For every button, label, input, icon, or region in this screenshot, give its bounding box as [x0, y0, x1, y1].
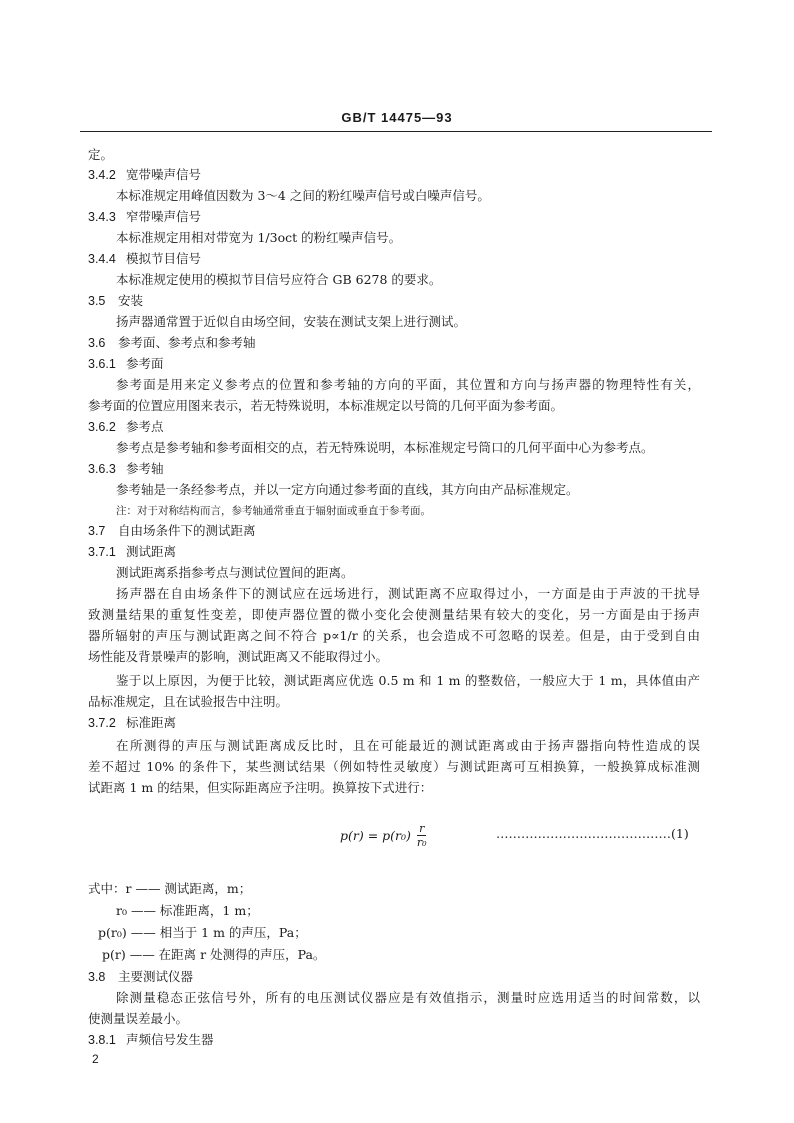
formula-fraction	[417, 822, 427, 849]
section-number: 3.6.3	[88, 462, 116, 476]
section-3-4-3-heading	[88, 208, 201, 226]
section-title: 主要测试仪器	[118, 969, 194, 984]
continued-text: 定。	[88, 147, 114, 162]
paragraph-line: 在所测得的声压与测试距离成反比时，且在可能最近的测试距离或由于扬声器指向特性造成的误	[116, 738, 700, 753]
section-number: 3.7.2	[88, 716, 116, 730]
section-3-7-2-heading	[88, 714, 176, 732]
note: 注：对于对称结构而言，参考轴通常垂直于辐射面或垂直于参考面。	[116, 505, 431, 517]
definition-line: 式中：r —— 测试距离，m；	[88, 881, 252, 896]
paragraph-line: 除测量稳态正弦信号外，所有的电压测试仪器应是有效值指示，测量时应选用适当的时间常数，以	[116, 990, 700, 1005]
section-3-6-3-heading	[88, 460, 164, 478]
section-title: 自由场条件下的测试距离	[118, 523, 256, 538]
section-title: 测试距离	[126, 544, 177, 559]
section-title: 参考面	[126, 356, 164, 371]
paragraph-line: 扬声器在自由场条件下的测试应在远场进行，测试距离不应取得过小，一方面是由于声波的干扰导	[116, 586, 700, 601]
section-title: 宽带噪声信号	[126, 167, 202, 182]
section-number: 3.6.1	[88, 357, 116, 371]
section-number: 3.4.3	[88, 210, 116, 224]
section-3-4-2-heading	[88, 166, 201, 184]
section-title: 模拟节目信号	[126, 251, 202, 266]
section-3-6-heading	[88, 334, 256, 352]
paragraph-line: 试距离 1 m 的结果，但实际距离应予注明。换算按下式进行：	[88, 780, 433, 795]
section-3-4-4-heading	[88, 250, 201, 268]
paragraph-line: 参考面是用来定义参考点的位置和参考轴的方向的平面，其位置和方向与扬声器的物理特性有关，	[116, 377, 700, 392]
section-title: 窄带噪声信号	[126, 209, 202, 224]
section-number: 3.8	[88, 970, 106, 984]
paragraph-line: 致测量结果的重复性变差，即使声器位置的微小变化会使测量结果有较大的变化，另一方面是由于扬声	[88, 607, 700, 622]
paragraph: 参考点是参考轴和参考面相交的点，若无特殊说明，本标准规定号筒口的几何平面中心为参考点。	[116, 440, 654, 455]
definition-line: p(r₀) —— 相当于 1 m 的声压，Pa；	[98, 925, 307, 940]
section-number: 3.5	[88, 294, 106, 308]
paragraph-line: 品标准规定，且在试验报告中注明。	[88, 694, 289, 709]
paragraph: 本标准规定用相对带宽为 1/3oct 的粉红噪声信号。	[116, 230, 402, 245]
paragraph-line: 差不超过 10% 的条件下，某些测试结果（例如特性灵敏度）与测试距离可互相换算，一般换算成标准测	[88, 759, 700, 774]
header-rule	[80, 131, 712, 132]
paragraph: 本标准规定用峰值因数为 3～4 之间的粉红噪声信号或白噪声信号。	[116, 188, 490, 203]
paragraph-line: 器所辐射的声压与测试距离之间不符合 p∝1/r 的关系，也会造成不可忽略的误差。但是，由于受到自由	[88, 628, 700, 643]
section-title: 声频信号发生器	[126, 1032, 214, 1047]
formula-lhs: p(r) = p(r₀)	[340, 828, 411, 843]
section-3-6-2-heading	[88, 418, 164, 436]
page-number: 2	[92, 1052, 99, 1066]
section-3-6-1-heading	[88, 355, 164, 373]
section-number: 3.6	[88, 336, 106, 350]
paragraph-line: 使测量误差最小。	[88, 1011, 189, 1026]
equation-number: ……………………………………(1)	[496, 826, 689, 841]
section-3-8-1-heading	[88, 1031, 214, 1049]
section-number: 3.4.2	[88, 168, 116, 182]
section-3-7-heading	[88, 522, 256, 540]
section-title: 标准距离	[126, 715, 177, 730]
section-3-8-heading	[88, 968, 193, 986]
section-number: 3.7	[88, 524, 106, 538]
formula-denominator: r₀	[416, 836, 427, 849]
section-title: 参考面、参考点和参考轴	[118, 335, 256, 350]
paragraph-line: 鉴于以上原因，为便于比较，测试距离应优选 0.5 m 和 1 m 的整数倍，一般应大于 1 m，具体值由产	[116, 673, 700, 688]
paragraph: 本标准规定使用的模拟节目信号应符合 GB 6278 的要求。	[116, 272, 442, 287]
paragraph: 扬声器通常置于近似自由场空间，安装在测试支架上进行测试。	[116, 314, 467, 329]
definition-line: r₀ —— 标准距离，1 m；	[116, 903, 259, 918]
section-number: 3.4.4	[88, 252, 116, 266]
conversion-formula	[340, 822, 427, 849]
standard-code-header: GB/T 14475—93	[341, 110, 453, 125]
section-title: 安装	[118, 293, 144, 308]
section-number: 3.8.1	[88, 1033, 116, 1047]
section-number: 3.6.2	[88, 420, 116, 434]
section-3-5-heading	[88, 292, 143, 310]
paragraph: 参考轴是一条经参考点，并以一定方向通过参考面的直线，其方向由产品标准规定。	[116, 482, 579, 497]
section-title: 参考点	[126, 419, 164, 434]
section-number: 3.7.1	[88, 545, 116, 559]
paragraph-line: 参考面的位置应用图来表示，若无特殊说明，本标准规定以号筒的几何平面为参考面。	[88, 398, 564, 413]
section-title: 参考轴	[126, 461, 164, 476]
definition-line: p(r) —— 在距离 r 处测得的声压，Pa。	[102, 947, 326, 962]
formula-numerator: r	[419, 822, 425, 835]
paragraph-line: 场性能及背景噪声的影响，测试距离又不能取得过小。	[88, 649, 389, 664]
section-3-7-1-heading	[88, 543, 176, 561]
paragraph: 测试距离系指参考点与测试位置间的距离。	[116, 565, 354, 580]
